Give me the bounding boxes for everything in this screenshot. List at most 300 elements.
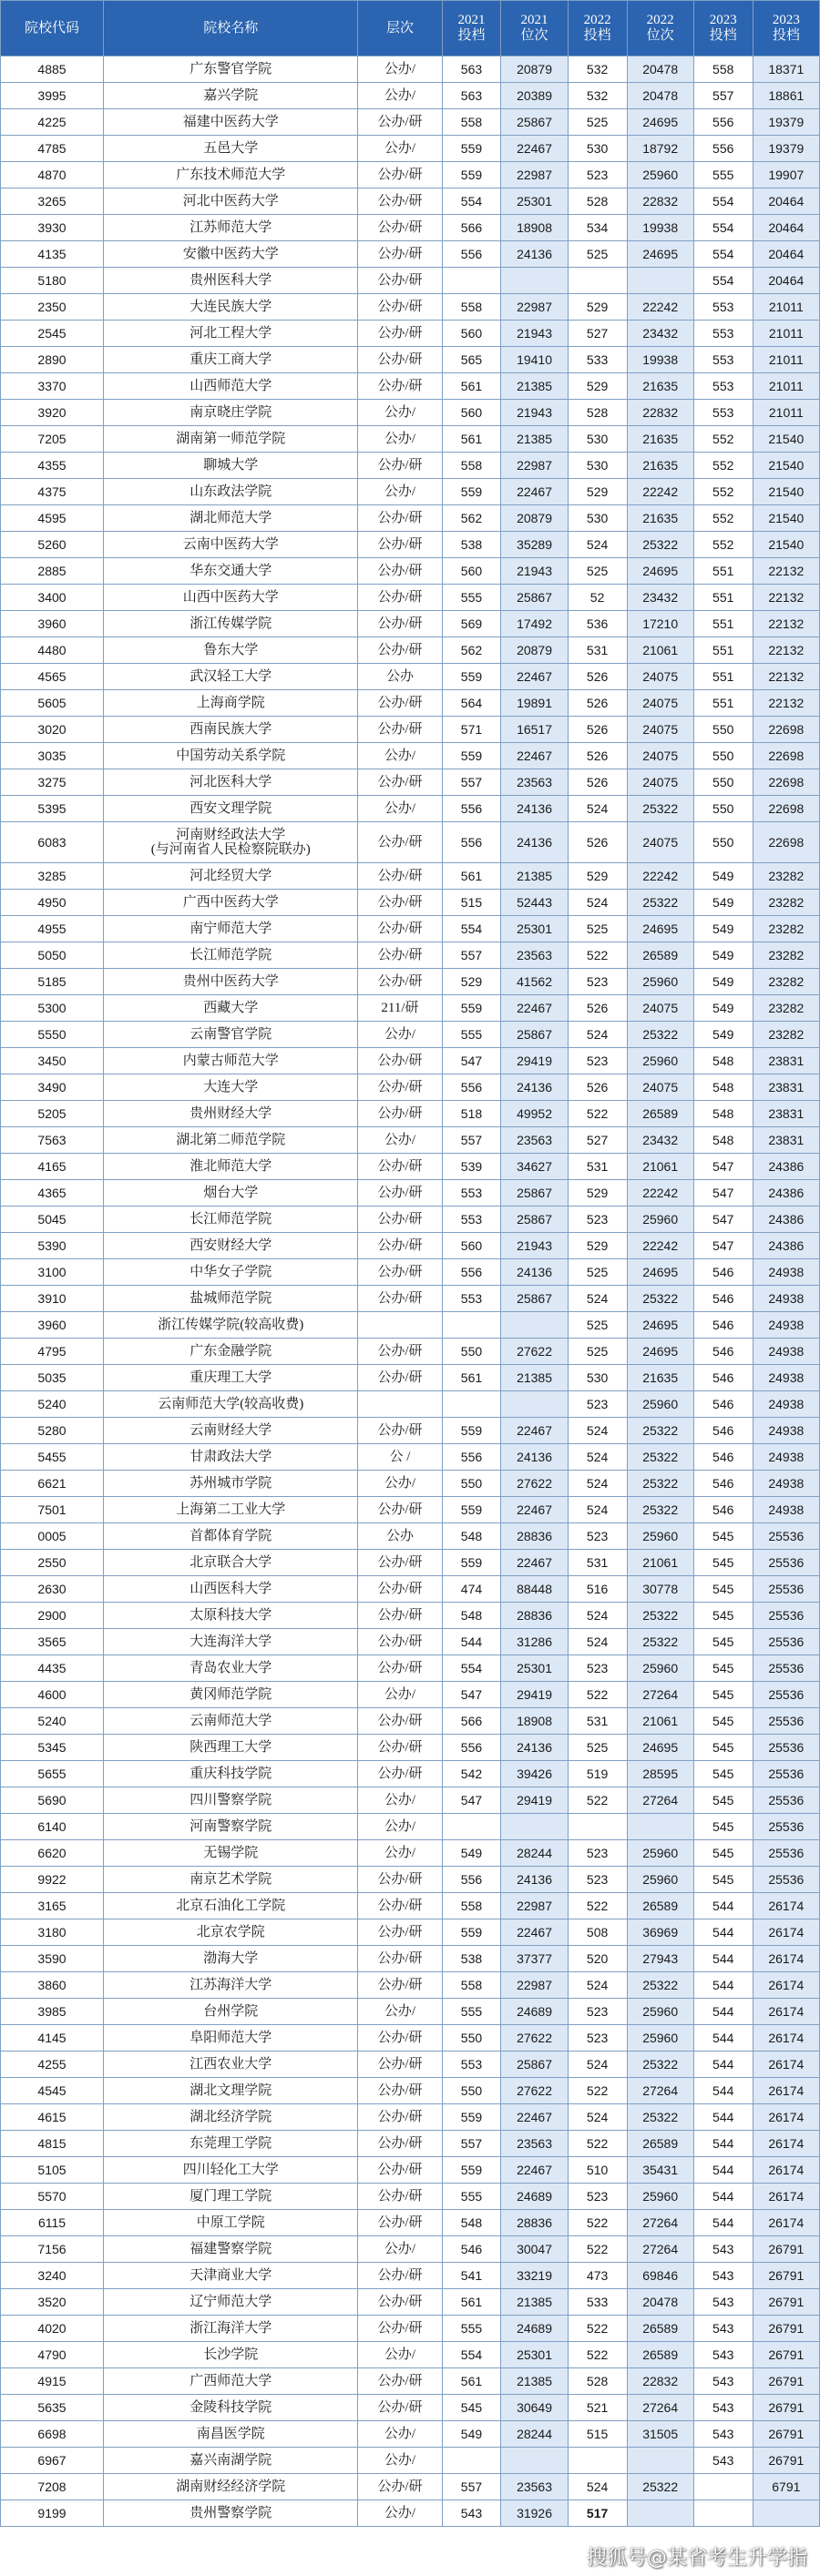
rank-2023-cell: 23282 (753, 890, 819, 916)
school-code-cell: 3180 (1, 1919, 104, 1946)
score-2022-cell: 530 (568, 426, 627, 453)
rank-2023-cell: 24938 (753, 1259, 819, 1286)
school-name-cell: 台州学院 (104, 1999, 358, 2025)
rank-2022-cell: 25322 (627, 1972, 693, 1999)
level-cell: 公办/ (358, 1127, 442, 1154)
rank-2021-cell: 23563 (501, 2474, 568, 2500)
header-line: 位次 (646, 28, 674, 43)
level-cell: 公办/研 (358, 1286, 442, 1312)
score-2022-cell: 523 (568, 1523, 627, 1550)
rank-2022-cell: 19938 (627, 347, 693, 373)
table-row (1, 717, 820, 743)
rank-2021-cell: 18908 (501, 1708, 568, 1735)
school-code-cell: 3565 (1, 1629, 104, 1655)
score-2023-cell: 551 (693, 664, 753, 690)
score-2023-cell: 555 (693, 162, 753, 188)
score-2021-cell: 474 (442, 1576, 501, 1603)
score-2022-cell: 520 (568, 1946, 627, 1972)
rank-2023-cell: 19379 (753, 136, 819, 162)
school-code-cell: 7563 (1, 1127, 104, 1154)
school-code-cell: 9199 (1, 2500, 104, 2527)
score-2023-cell: 545 (693, 1708, 753, 1735)
table-row (1, 611, 820, 637)
school-code-cell: 5045 (1, 1207, 104, 1233)
rank-2021-cell: 22467 (501, 664, 568, 690)
school-code-cell: 4480 (1, 637, 104, 664)
school-code-cell: 6621 (1, 1471, 104, 1497)
school-code-cell: 3960 (1, 611, 104, 637)
school-code-cell: 7205 (1, 426, 104, 453)
school-code-cell: 3165 (1, 1893, 104, 1919)
rank-2023-cell: 21540 (753, 426, 819, 453)
rank-2021-cell: 29419 (501, 1787, 568, 1814)
rank-2022-cell: 25322 (627, 532, 693, 558)
table-row (1, 558, 820, 585)
school-code-cell: 2545 (1, 321, 104, 347)
rank-2023-cell: 21011 (753, 400, 819, 426)
level-cell: 公办/研 (358, 558, 442, 585)
rank-2023-cell: 26174 (753, 2210, 819, 2236)
rank-2021-cell: 21385 (501, 1365, 568, 1391)
table-row (1, 1497, 820, 1523)
school-name-cell: 长沙学院 (104, 2342, 358, 2368)
score-2021-cell: 554 (442, 1655, 501, 1682)
school-name-cell: 福建警察学院 (104, 2236, 358, 2263)
rank-2022-cell: 22242 (627, 294, 693, 321)
score-2021-cell: 553 (442, 2052, 501, 2078)
rank-2023-cell: 25536 (753, 1576, 819, 1603)
level-cell: 公办/研 (358, 2289, 442, 2316)
table-row (1, 426, 820, 453)
rank-2023-cell: 24386 (753, 1207, 819, 1233)
score-2022-cell: 531 (568, 1154, 627, 1180)
school-name-cell: 江西农业大学 (104, 2052, 358, 2078)
score-2023-cell: 547 (693, 1154, 753, 1180)
rank-2022-cell: 27264 (627, 1682, 693, 1708)
level-cell: 公办/ (358, 400, 442, 426)
rank-2023-cell: 26174 (753, 2157, 819, 2184)
score-2023-cell (693, 2474, 753, 2500)
score-2022-cell: 531 (568, 637, 627, 664)
rank-2022-cell: 22832 (627, 188, 693, 215)
rank-2022-cell (627, 2500, 693, 2527)
school-name-cell: 五邑大学 (104, 136, 358, 162)
school-name-cell: 河北医科大学 (104, 769, 358, 796)
rank-2021-cell: 22987 (501, 453, 568, 479)
rank-2021-cell: 21385 (501, 426, 568, 453)
table-row (1, 215, 820, 241)
score-2021-cell: 562 (442, 505, 501, 532)
rank-2021-cell: 22987 (501, 162, 568, 188)
score-2023-cell: 549 (693, 995, 753, 1022)
score-2021-cell: 544 (442, 1629, 501, 1655)
table-row (1, 1312, 820, 1339)
rank-2022-cell: 25960 (627, 969, 693, 995)
score-2023-cell: 552 (693, 479, 753, 505)
score-2023-cell: 556 (693, 136, 753, 162)
score-2021-cell: 556 (442, 1444, 501, 1471)
score-2021-cell: 556 (442, 822, 501, 863)
level-cell: 公办/研 (358, 1761, 442, 1787)
score-2022-cell: 523 (568, 1867, 627, 1893)
score-2021-cell: 561 (442, 1365, 501, 1391)
score-2021-cell: 558 (442, 109, 501, 136)
score-2023-cell: 549 (693, 969, 753, 995)
rank-2023-cell: 20464 (753, 188, 819, 215)
score-2021-cell: 553 (442, 1180, 501, 1207)
score-2021-cell (442, 1312, 501, 1339)
rank-2022-cell: 20478 (627, 2289, 693, 2316)
score-2022-cell: 525 (568, 1735, 627, 1761)
rank-2022-cell: 18792 (627, 136, 693, 162)
school-name-cell: 云南师范大学(较高收费) (104, 1391, 358, 1418)
score-2022-cell: 525 (568, 109, 627, 136)
rank-2021-cell: 23563 (501, 769, 568, 796)
score-2023-cell: 546 (693, 1471, 753, 1497)
school-code-cell: 7501 (1, 1497, 104, 1523)
score-2021-cell: 550 (442, 2078, 501, 2104)
table-row (1, 188, 820, 215)
table-row (1, 136, 820, 162)
rank-2022-cell: 35431 (627, 2157, 693, 2184)
rank-2022-cell: 21635 (627, 1365, 693, 1391)
rank-2023-cell: 26174 (753, 2104, 819, 2131)
level-cell: 公办/研 (358, 1919, 442, 1946)
header-school-code: 院校代码 (1, 1, 104, 56)
level-cell: 公办/研 (358, 505, 442, 532)
score-2023-cell: 544 (693, 2052, 753, 2078)
table-row (1, 1893, 820, 1919)
rank-2021-cell: 28836 (501, 1523, 568, 1550)
score-2023-cell: 552 (693, 532, 753, 558)
level-cell: 公办/ (358, 1814, 442, 1840)
level-cell: 公办/研 (358, 2263, 442, 2289)
score-2021-cell: 555 (442, 2184, 501, 2210)
rank-2022-cell (627, 268, 693, 294)
school-code-cell: 4365 (1, 1180, 104, 1207)
level-cell: 公办/研 (358, 585, 442, 611)
rank-2021-cell: 22467 (501, 136, 568, 162)
table-row (1, 1576, 820, 1603)
score-2021-cell: 560 (442, 558, 501, 585)
score-2021-cell (442, 1814, 501, 1840)
score-2023-cell: 546 (693, 1444, 753, 1471)
score-2022-cell: 524 (568, 796, 627, 822)
table-row (1, 321, 820, 347)
score-2021-cell: 555 (442, 1999, 501, 2025)
rank-2021-cell: 21943 (501, 400, 568, 426)
score-2022-cell: 524 (568, 2052, 627, 2078)
level-cell: 公办/研 (358, 532, 442, 558)
rank-2021-cell: 25301 (501, 188, 568, 215)
school-code-cell: 3370 (1, 373, 104, 400)
rank-2023-cell: 22698 (753, 822, 819, 863)
rank-2023-cell: 26174 (753, 2052, 819, 2078)
score-2022-cell: 523 (568, 1048, 627, 1074)
rank-2022-cell: 24695 (627, 241, 693, 268)
table-row (1, 1840, 820, 1867)
score-2022-cell: 533 (568, 2289, 627, 2316)
school-code-cell: 3265 (1, 188, 104, 215)
table-row (1, 1919, 820, 1946)
score-2022-cell: 528 (568, 188, 627, 215)
school-name-cell: 长江师范学院 (104, 942, 358, 969)
level-cell: 公办/研 (358, 1867, 442, 1893)
score-2022-cell: 526 (568, 995, 627, 1022)
rank-2021-cell: 28244 (501, 1840, 568, 1867)
table-row (1, 1523, 820, 1550)
school-name-cell: 首都体育学院 (104, 1523, 358, 1550)
level-cell: 公办/研 (358, 294, 442, 321)
rank-2023-cell: 25536 (753, 1840, 819, 1867)
rank-2022-cell: 22242 (627, 863, 693, 890)
score-2023-cell: 549 (693, 890, 753, 916)
score-2021-cell: 557 (442, 769, 501, 796)
header-2023-rank (753, 1, 819, 56)
rank-2023-cell: 21540 (753, 479, 819, 505)
school-name-cell: 河北中医药大学 (104, 188, 358, 215)
score-2023-cell: 543 (693, 2263, 753, 2289)
score-2021-cell: 518 (442, 1101, 501, 1127)
school-name-cell: 广东警官学院 (104, 56, 358, 83)
school-code-cell: 6115 (1, 2210, 104, 2236)
score-2023-cell: 552 (693, 505, 753, 532)
rank-2022-cell: 23432 (627, 321, 693, 347)
rank-2023-cell: 20464 (753, 215, 819, 241)
school-code-cell: 5050 (1, 942, 104, 969)
score-2021-cell: 563 (442, 83, 501, 109)
table-row (1, 995, 820, 1022)
level-cell: 公办/研 (358, 1074, 442, 1101)
level-cell: 公办/ (358, 2342, 442, 2368)
table-row (1, 664, 820, 690)
school-name-cell: 大连大学 (104, 1074, 358, 1101)
rank-2021-cell: 22467 (501, 743, 568, 769)
school-code-cell: 4020 (1, 2316, 104, 2342)
rank-2023-cell: 22698 (753, 743, 819, 769)
score-2023-cell: 544 (693, 1893, 753, 1919)
level-cell: 公办/ (358, 1787, 442, 1814)
school-code-cell: 6140 (1, 1814, 104, 1840)
rank-2023-cell: 25536 (753, 1867, 819, 1893)
rank-2023-cell (753, 2500, 819, 2527)
school-name-cell: 西安财经大学 (104, 1233, 358, 1259)
score-2021-cell (442, 1391, 501, 1418)
rank-2021-cell: 25867 (501, 109, 568, 136)
table-row (1, 890, 820, 916)
score-2023-cell: 543 (693, 2421, 753, 2448)
score-2023-cell: 556 (693, 109, 753, 136)
table-row (1, 2368, 820, 2395)
score-2021-cell: 569 (442, 611, 501, 637)
school-code-cell: 4145 (1, 2025, 104, 2052)
score-2023-cell: 545 (693, 1787, 753, 1814)
table-row (1, 1259, 820, 1286)
rank-2022-cell: 22242 (627, 1180, 693, 1207)
rank-2021-cell: 27622 (501, 1471, 568, 1497)
rank-2021-cell: 22467 (501, 2104, 568, 2131)
table-row (1, 162, 820, 188)
rank-2023-cell: 26791 (753, 2342, 819, 2368)
score-2022-cell: 522 (568, 1787, 627, 1814)
rank-2022-cell: 21635 (627, 426, 693, 453)
rank-2022-cell: 25960 (627, 2184, 693, 2210)
rank-2022-cell: 24075 (627, 822, 693, 863)
score-2022-cell: 525 (568, 558, 627, 585)
score-2021-cell: 542 (442, 1761, 501, 1787)
score-2023-cell: 554 (693, 188, 753, 215)
level-cell: 公办/研 (358, 2131, 442, 2157)
school-code-cell: 3400 (1, 585, 104, 611)
table-row (1, 1603, 820, 1629)
rank-2023-cell: 23282 (753, 1022, 819, 1048)
score-2021-cell: 538 (442, 532, 501, 558)
level-cell: 公办/ (358, 426, 442, 453)
level-cell: 公办/研 (358, 717, 442, 743)
score-2021-cell: 558 (442, 294, 501, 321)
header-row (1, 1, 820, 56)
rank-2022-cell: 69846 (627, 2263, 693, 2289)
school-name-cell: 河南财经政法大学 (与河南省人民检察院联办) (104, 822, 358, 863)
rank-2023-cell: 26174 (753, 2184, 819, 2210)
school-code-cell: 3910 (1, 1286, 104, 1312)
score-2021-cell: 548 (442, 1603, 501, 1629)
rank-2023-cell: 25536 (753, 1814, 819, 1840)
school-code-cell: 4595 (1, 505, 104, 532)
score-2022-cell: 522 (568, 2210, 627, 2236)
rank-2021-cell: 30649 (501, 2395, 568, 2421)
score-2021-cell: 550 (442, 1339, 501, 1365)
table-row (1, 268, 820, 294)
level-cell: 公办/研 (358, 215, 442, 241)
school-name-cell: 安徽中医药大学 (104, 241, 358, 268)
header-line: 2023 (772, 13, 800, 27)
score-2022-cell: 529 (568, 1180, 627, 1207)
rank-2021-cell: 22467 (501, 479, 568, 505)
score-2022-cell: 508 (568, 1919, 627, 1946)
rank-2021-cell (501, 268, 568, 294)
rank-2022-cell: 25322 (627, 796, 693, 822)
table-row (1, 2078, 820, 2104)
level-cell: 公办/研 (358, 1629, 442, 1655)
table-row (1, 2263, 820, 2289)
rank-2022-cell: 26589 (627, 942, 693, 969)
score-2023-cell: 553 (693, 400, 753, 426)
school-name-cell: 华东交通大学 (104, 558, 358, 585)
score-2022-cell: 524 (568, 1444, 627, 1471)
school-name-cell: 太原科技大学 (104, 1603, 358, 1629)
school-code-cell: 4955 (1, 916, 104, 942)
table-row (1, 796, 820, 822)
rank-2023-cell: 22698 (753, 717, 819, 743)
score-2022-cell (568, 2448, 627, 2474)
score-2021-cell: 556 (442, 1735, 501, 1761)
rank-2021-cell: 24689 (501, 2184, 568, 2210)
school-code-cell: 3240 (1, 2263, 104, 2289)
level-cell: 公办/研 (358, 890, 442, 916)
rank-2021-cell: 21385 (501, 863, 568, 890)
score-2023-cell: 546 (693, 1286, 753, 1312)
level-cell: 公办/ (358, 2421, 442, 2448)
school-name-cell: 内蒙古师范大学 (104, 1048, 358, 1074)
school-code-cell: 5395 (1, 796, 104, 822)
rank-2022-cell: 21061 (627, 1550, 693, 1576)
rank-2022-cell: 21635 (627, 373, 693, 400)
score-2022-cell: 528 (568, 2368, 627, 2395)
score-2021-cell: 553 (442, 1286, 501, 1312)
rank-2023-cell: 25536 (753, 1735, 819, 1761)
rank-2022-cell: 27264 (627, 2210, 693, 2236)
rank-2023-cell: 24938 (753, 1418, 819, 1444)
rank-2021-cell: 24136 (501, 822, 568, 863)
table-row (1, 109, 820, 136)
table-row (1, 532, 820, 558)
rank-2023-cell: 22698 (753, 769, 819, 796)
table-row (1, 743, 820, 769)
score-2021-cell: 561 (442, 2368, 501, 2395)
score-2023-cell: 548 (693, 1127, 753, 1154)
rank-2021-cell: 22467 (501, 1550, 568, 1576)
school-code-cell: 5605 (1, 690, 104, 717)
rank-2022-cell: 25960 (627, 2025, 693, 2052)
rank-2023-cell: 20464 (753, 268, 819, 294)
table-row (1, 1814, 820, 1840)
school-name-cell: 山西中医药大学 (104, 585, 358, 611)
score-2021-cell: 541 (442, 2263, 501, 2289)
header-line: 2021 (457, 13, 486, 27)
score-2021-cell: 562 (442, 637, 501, 664)
school-name-cell: 浙江海洋大学 (104, 2316, 358, 2342)
rank-2021-cell: 19891 (501, 690, 568, 717)
score-2021-cell: 557 (442, 942, 501, 969)
rank-2022-cell: 27943 (627, 1946, 693, 1972)
score-2023-cell: 554 (693, 215, 753, 241)
score-2021-cell: 550 (442, 1471, 501, 1497)
rank-2023-cell: 26174 (753, 2078, 819, 2104)
score-2023-cell: 548 (693, 1074, 753, 1101)
school-code-cell: 5105 (1, 2157, 104, 2184)
rank-2022-cell: 26589 (627, 2342, 693, 2368)
score-2023-cell: 551 (693, 611, 753, 637)
level-cell: 公办/ (358, 479, 442, 505)
school-name-cell: 聊城大学 (104, 453, 358, 479)
rank-2021-cell: 27622 (501, 1339, 568, 1365)
school-name-cell: 苏州城市学院 (104, 1471, 358, 1497)
school-name-cell: 北京农学院 (104, 1919, 358, 1946)
score-2023-cell: 545 (693, 1840, 753, 1867)
level-cell: 公办/ (358, 2448, 442, 2474)
rank-2023-cell: 23282 (753, 916, 819, 942)
rank-2021-cell: 49952 (501, 1101, 568, 1127)
level-cell: 公办/研 (358, 2078, 442, 2104)
school-code-cell: 3590 (1, 1946, 104, 1972)
school-name-cell: 淮北师范大学 (104, 1154, 358, 1180)
score-2023-cell: 550 (693, 769, 753, 796)
rank-2022-cell: 23432 (627, 585, 693, 611)
score-2023-cell: 553 (693, 294, 753, 321)
rank-2023-cell: 24938 (753, 1286, 819, 1312)
score-2021-cell: 560 (442, 400, 501, 426)
score-2022-cell: 529 (568, 1233, 627, 1259)
score-2023-cell: 549 (693, 863, 753, 890)
score-2022-cell: 526 (568, 690, 627, 717)
score-2022-cell: 515 (568, 2421, 627, 2448)
rank-2021-cell: 24689 (501, 2316, 568, 2342)
table-row (1, 2052, 820, 2078)
school-code-cell: 3960 (1, 1312, 104, 1339)
rank-2022-cell: 25960 (627, 162, 693, 188)
score-2023-cell: 543 (693, 2316, 753, 2342)
